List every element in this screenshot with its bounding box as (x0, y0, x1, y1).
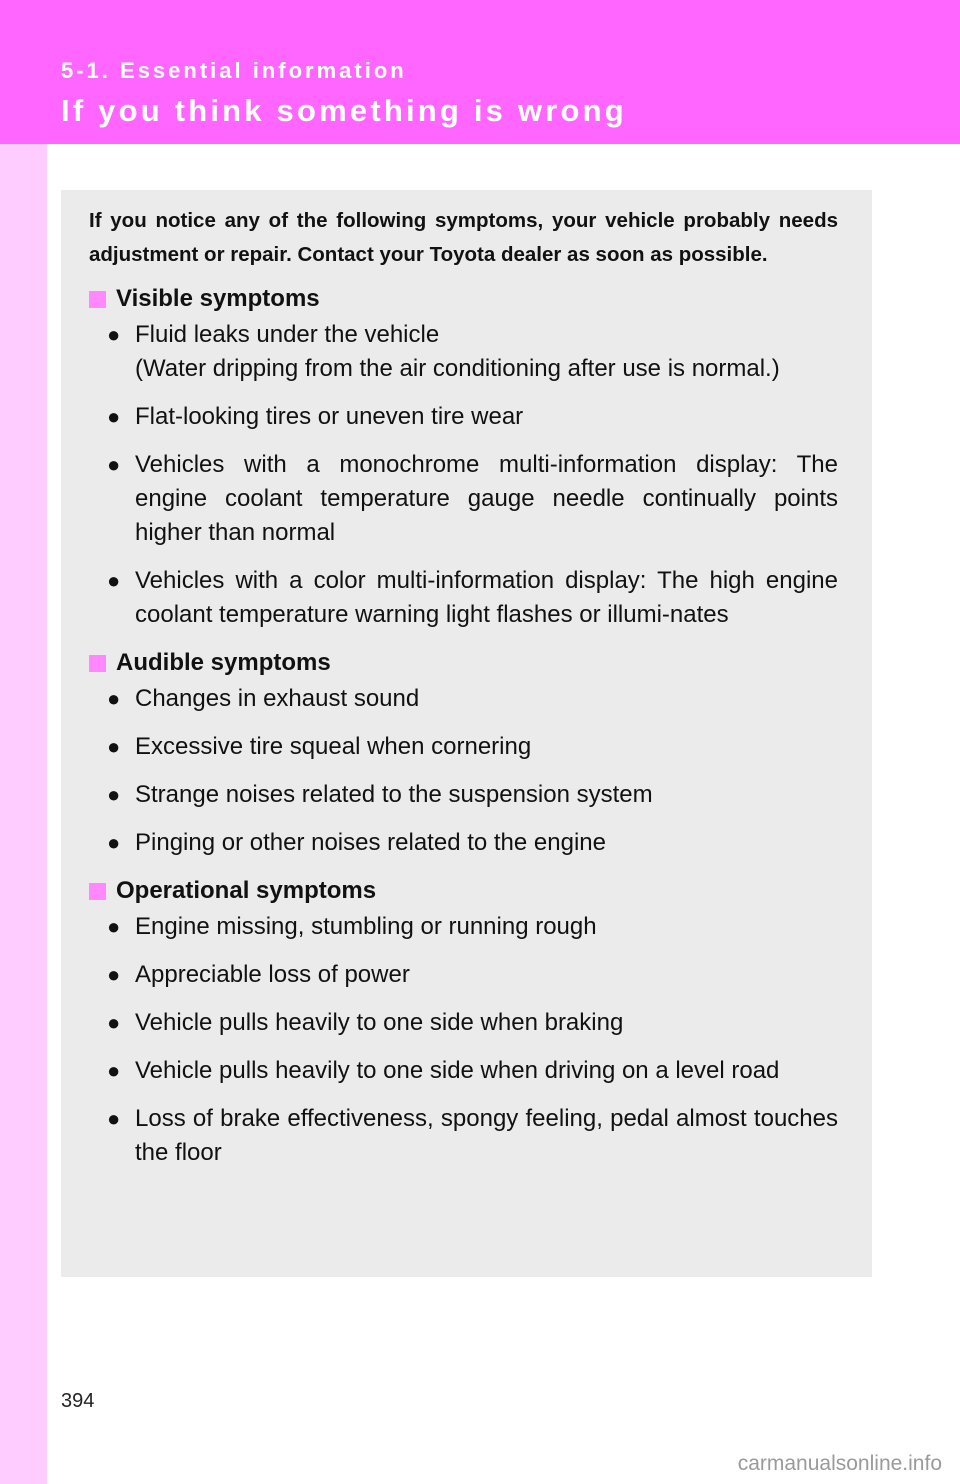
page-number: 394 (61, 1390, 95, 1412)
section-title-text: Operational symptoms (116, 877, 377, 904)
bullet-icon: ● (107, 452, 121, 477)
list-item-main: Fluid leaks under the vehicle (135, 321, 440, 348)
bullet-icon: ● (107, 914, 121, 939)
list-item-text: Vehicles with a monochrome multi-information display: The engine coolant temperature gauge needle continually points higher than normal (135, 451, 838, 546)
list-item (89, 448, 838, 550)
list-item (89, 318, 838, 386)
bullet-icon: ● (107, 1106, 121, 1131)
bullet-icon: ● (107, 734, 121, 759)
list-item (89, 682, 838, 716)
bullet-icon: ● (107, 962, 121, 987)
section-title (89, 646, 838, 680)
list-item-text: Flat-looking tires or uneven tire wear (135, 403, 524, 430)
square-bullet-icon (89, 883, 106, 900)
list-item-text: Excessive tire squeal when cornering (135, 733, 532, 760)
bullet-icon: ● (107, 404, 121, 429)
list-item (89, 400, 838, 434)
bullet-icon: ● (107, 830, 121, 855)
list-item (89, 1054, 838, 1088)
list-item (89, 778, 838, 812)
list-item-text: Vehicles with a color multi-information display: The high engine coolant temperature warning light flashes or illumi-nates (135, 567, 838, 628)
list-item (89, 1006, 838, 1040)
page-header (0, 0, 960, 144)
list-item-text: Vehicle pulls heavily to one side when braking (135, 1009, 624, 1036)
bullet-icon: ● (107, 568, 121, 593)
list-item-text: Pinging or other noises related to the engine (135, 829, 606, 856)
list-item (89, 826, 838, 860)
section-audible-symptoms (89, 646, 838, 860)
section-title-text: Visible symptoms (116, 285, 320, 312)
section-title (89, 874, 838, 908)
list-item (89, 730, 838, 764)
list-item-text (135, 318, 838, 386)
bullet-icon: ● (107, 1010, 121, 1035)
square-bullet-icon (89, 655, 106, 672)
content-box (61, 190, 872, 1277)
list-item-text: Strange noises related to the suspension system (135, 781, 653, 808)
list-item (89, 958, 838, 992)
list-item-text: Appreciable loss of power (135, 961, 410, 988)
list-item (89, 564, 838, 632)
list-item (89, 1102, 838, 1170)
intro-text: If you notice any of the following symptoms, your vehicle probably needs adjustment or repair. Contact your Toyota dealer as soon as possible. (89, 209, 838, 266)
list-item-text: Vehicle pulls heavily to one side when driving on a level road (135, 1057, 780, 1084)
list-item-text: Engine missing, stumbling or running rough (135, 913, 597, 940)
bullet-icon: ● (107, 686, 121, 711)
list-item-text: Changes in exhaust sound (135, 685, 420, 712)
square-bullet-icon (89, 291, 106, 308)
watermark: carmanualsonline.info (737, 1452, 942, 1475)
side-stripe (0, 144, 47, 1484)
section-operational-symptoms (89, 874, 838, 1170)
bullet-icon: ● (107, 782, 121, 807)
section-label: 5-1. Essential information (61, 58, 407, 83)
list-item-note: (Water dripping from the air conditioning after use is normal.) (135, 355, 780, 382)
section-visible-symptoms (89, 282, 838, 632)
section-title-text: Audible symptoms (116, 649, 331, 676)
list-item (89, 910, 838, 944)
page-title: If you think something is wrong (61, 93, 627, 128)
bullet-icon: ● (107, 322, 121, 347)
bullet-icon: ● (107, 1058, 121, 1083)
section-title (89, 282, 838, 316)
list-item-text: Loss of brake effectiveness, spongy feeling, pedal almost touches the floor (135, 1105, 838, 1166)
